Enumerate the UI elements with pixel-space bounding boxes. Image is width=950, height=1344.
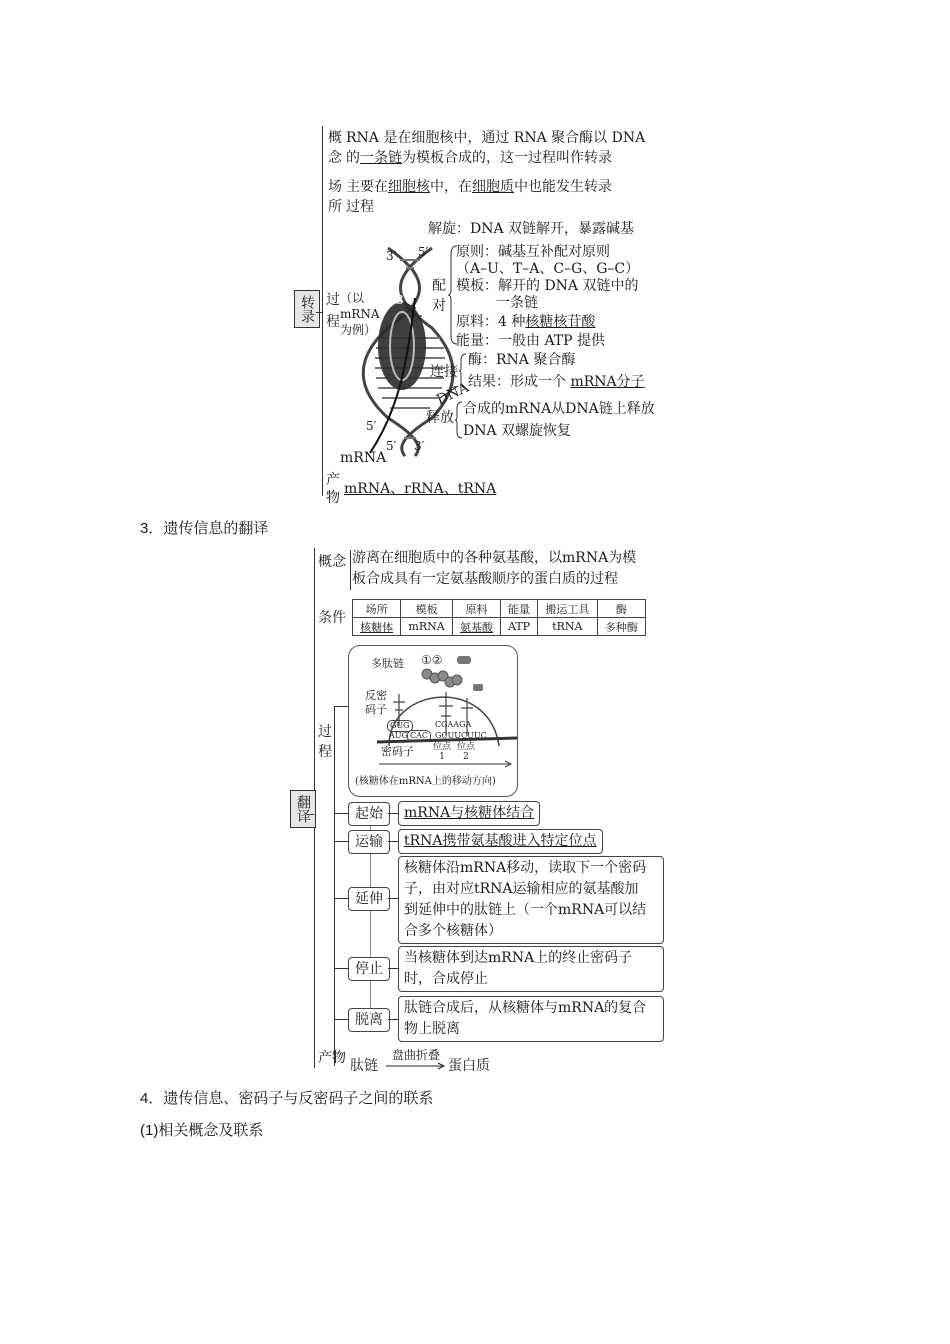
process-label-1: 过 — [326, 292, 340, 308]
end-label-5prime-mid: 5′ — [366, 419, 377, 433]
concept-line-2: 的一条链为模板合成的，这一过程叫作转录 — [346, 150, 612, 166]
cond-value: 多种酶 — [597, 618, 645, 636]
pairing-energy: 能量：一般由 ATP 提供 — [456, 333, 606, 349]
codon-seq-1: AUG — [389, 731, 408, 740]
step-elongation-label: 延伸 — [348, 887, 390, 911]
link-brace — [459, 352, 467, 390]
tl-product-from: 肽链 — [350, 1058, 378, 1074]
cond-header: 模板 — [401, 600, 453, 618]
elongation-line: 子，由对应tRNA运输相应的氨基酸加 — [404, 881, 639, 897]
release-line: 物上脱离 — [404, 1021, 460, 1037]
conditions-table — [352, 599, 646, 636]
site-label-1: 场 — [328, 179, 342, 195]
codon-seq-3: GCUUCUUC — [435, 731, 487, 740]
pairing-principle-detail: （A–U、T–A、C–G、G–C） — [456, 261, 640, 277]
pairing-label-2: 对 — [432, 298, 446, 314]
release-line: 肽链合成后，从核糖体与mRNA的复合 — [404, 1000, 647, 1016]
release-line-2: DNA 双螺旋恢复 — [463, 423, 572, 439]
step-initiation-label: 起始 — [348, 802, 390, 826]
concept-label-1: 概 — [328, 130, 342, 146]
tl-concept-line-1: 游离在细胞质中的各种氨基酸，以mRNA为模 — [352, 550, 637, 566]
elongation-line: 合多个核糖体） — [404, 923, 502, 939]
conditions-header-row — [353, 600, 646, 618]
tl-process-label-1: 过 — [318, 724, 332, 740]
tl-conditions-label: 条件 — [318, 610, 346, 626]
concept-label-2: 念 — [328, 150, 342, 166]
concept-line-1: RNA 是在细胞核中，通过 RNA 聚合酶以 DNA — [346, 130, 646, 146]
cond-header: 原料 — [452, 600, 500, 618]
conditions-value-row — [353, 618, 646, 636]
anticodon-label-2: 码子 — [365, 703, 387, 716]
product-label-1: 产 — [326, 472, 340, 488]
pairing-template: 模板：解开的 DNA 双链中的 — [456, 278, 639, 294]
codon-seq-2: CAC — [407, 730, 431, 742]
anticodon-seq: GUG — [387, 720, 413, 732]
product-value: mRNA、rRNA、tRNA — [344, 481, 497, 497]
cond-value: 核糖体 — [353, 618, 401, 636]
step-release-text — [398, 996, 664, 1042]
end-label-5prime-bottom: 5′ — [386, 439, 397, 453]
link-result: 结果：形成一个 mRNA分子 — [468, 374, 645, 390]
translation-title: 翻译 — [290, 790, 316, 828]
cond-header: 能量 — [501, 600, 538, 618]
link-enzyme: 酶：RNA 聚合酶 — [468, 352, 576, 368]
heading-translation: 3．遗传信息的翻译 — [140, 520, 269, 537]
step-initiation-text: mRNA与核糖体结合 — [398, 801, 540, 826]
codon-label: 密码子 — [381, 745, 414, 758]
cond-value: 氨基酸 — [452, 618, 500, 636]
end-label-3prime-top: 3′ — [386, 249, 397, 263]
termination-line: 当核糖体到达mRNA上的终止密码子 — [404, 950, 633, 966]
cond-value: ATP — [501, 618, 538, 636]
tl-concept-label: 概念 — [318, 554, 346, 570]
pairing-material: 原料：4 种核糖核苷酸 — [456, 314, 596, 330]
site-2-label: 位点 2 — [457, 742, 476, 762]
diagram-caption: (核糖体在mRNA上的移动方向) — [355, 776, 496, 787]
site-line-1: 主要在细胞核中，在细胞质中也能发生转录 — [346, 179, 612, 195]
end-label-3-mid: 3 — [396, 293, 404, 307]
end-label-3prime-bottom: 3′ — [414, 439, 425, 453]
site-line-2: 过程 — [346, 199, 374, 215]
step-termination-label: 停止 — [348, 957, 390, 981]
pairing-template-2: 一条链 — [496, 295, 538, 311]
step-transport-text: tRNA携带氨基酸进入特定位点 — [398, 829, 603, 854]
heading-relationship-sub: (1)相关概念及联系 — [140, 1122, 264, 1139]
trna-seq: CGAAGA — [435, 720, 472, 729]
cond-value: tRNA — [537, 618, 597, 636]
step-termination-text — [398, 946, 664, 992]
end-label-5prime-top: 5′ — [418, 245, 429, 259]
cond-value: mRNA — [401, 618, 453, 636]
pairing-principle: 原则：碱基互补配对原则 — [456, 244, 610, 260]
link-label: 连接 — [430, 364, 458, 380]
pairing-label-1: 配 — [432, 278, 446, 294]
site-marks: ①② — [421, 653, 443, 667]
cond-header: 酶 — [597, 600, 645, 618]
step-transport-label: 运输 — [348, 830, 390, 854]
site-label-2: 所 — [328, 199, 342, 215]
process-note-1: （以 — [340, 291, 365, 305]
tl-product-label: 产物 — [318, 1050, 346, 1066]
ribosome-diagram-frame — [348, 645, 518, 797]
heading-relationship: 4．遗传信息、密码子与反密码子之间的联系 — [140, 1090, 434, 1107]
tl-concept-line-2: 板合成具有一定氨基酸顺序的蛋白质的过程 — [352, 571, 618, 587]
product-arrow-icon — [386, 1062, 446, 1070]
elongation-line: 到延伸中的肽链上（一个mRNA可以结 — [404, 902, 647, 918]
process-label-2: 程 — [326, 314, 340, 330]
tl-process-label-2: 程 — [318, 744, 332, 760]
cond-header: 场所 — [353, 600, 401, 618]
release-line-1: 合成的mRNA从DNA链上释放 — [463, 401, 655, 417]
cond-header: 搬运工具 — [537, 600, 597, 618]
step-release-label: 脱离 — [348, 1008, 390, 1032]
process-note-2: mRNA — [340, 307, 380, 321]
release-brace — [455, 400, 463, 440]
termination-line: 时，合成停止 — [404, 971, 488, 987]
product-label-2: 物 — [326, 490, 340, 506]
process-note-3: 为例） — [340, 323, 377, 337]
site-1-label: 位点 1 — [433, 742, 452, 762]
release-label: 释放 — [426, 410, 454, 426]
polypeptide-label: 多肽链 — [371, 657, 404, 670]
tl-product-to: 蛋白质 — [448, 1058, 490, 1074]
unwind-text: 解旋：DNA 双链解开，暴露碱基 — [428, 221, 635, 237]
transcription-title: 转录 — [294, 290, 320, 328]
mrna-label: mRNA — [340, 450, 387, 466]
step-elongation-text — [398, 856, 664, 944]
elongation-line: 核糖体沿mRNA移动，读取下一个密码 — [404, 860, 647, 876]
dna-label: DNA — [434, 379, 472, 409]
tl-product-arrow-label: 盘曲折叠 — [392, 1048, 441, 1062]
anticodon-label-1: 反密 — [365, 689, 387, 702]
